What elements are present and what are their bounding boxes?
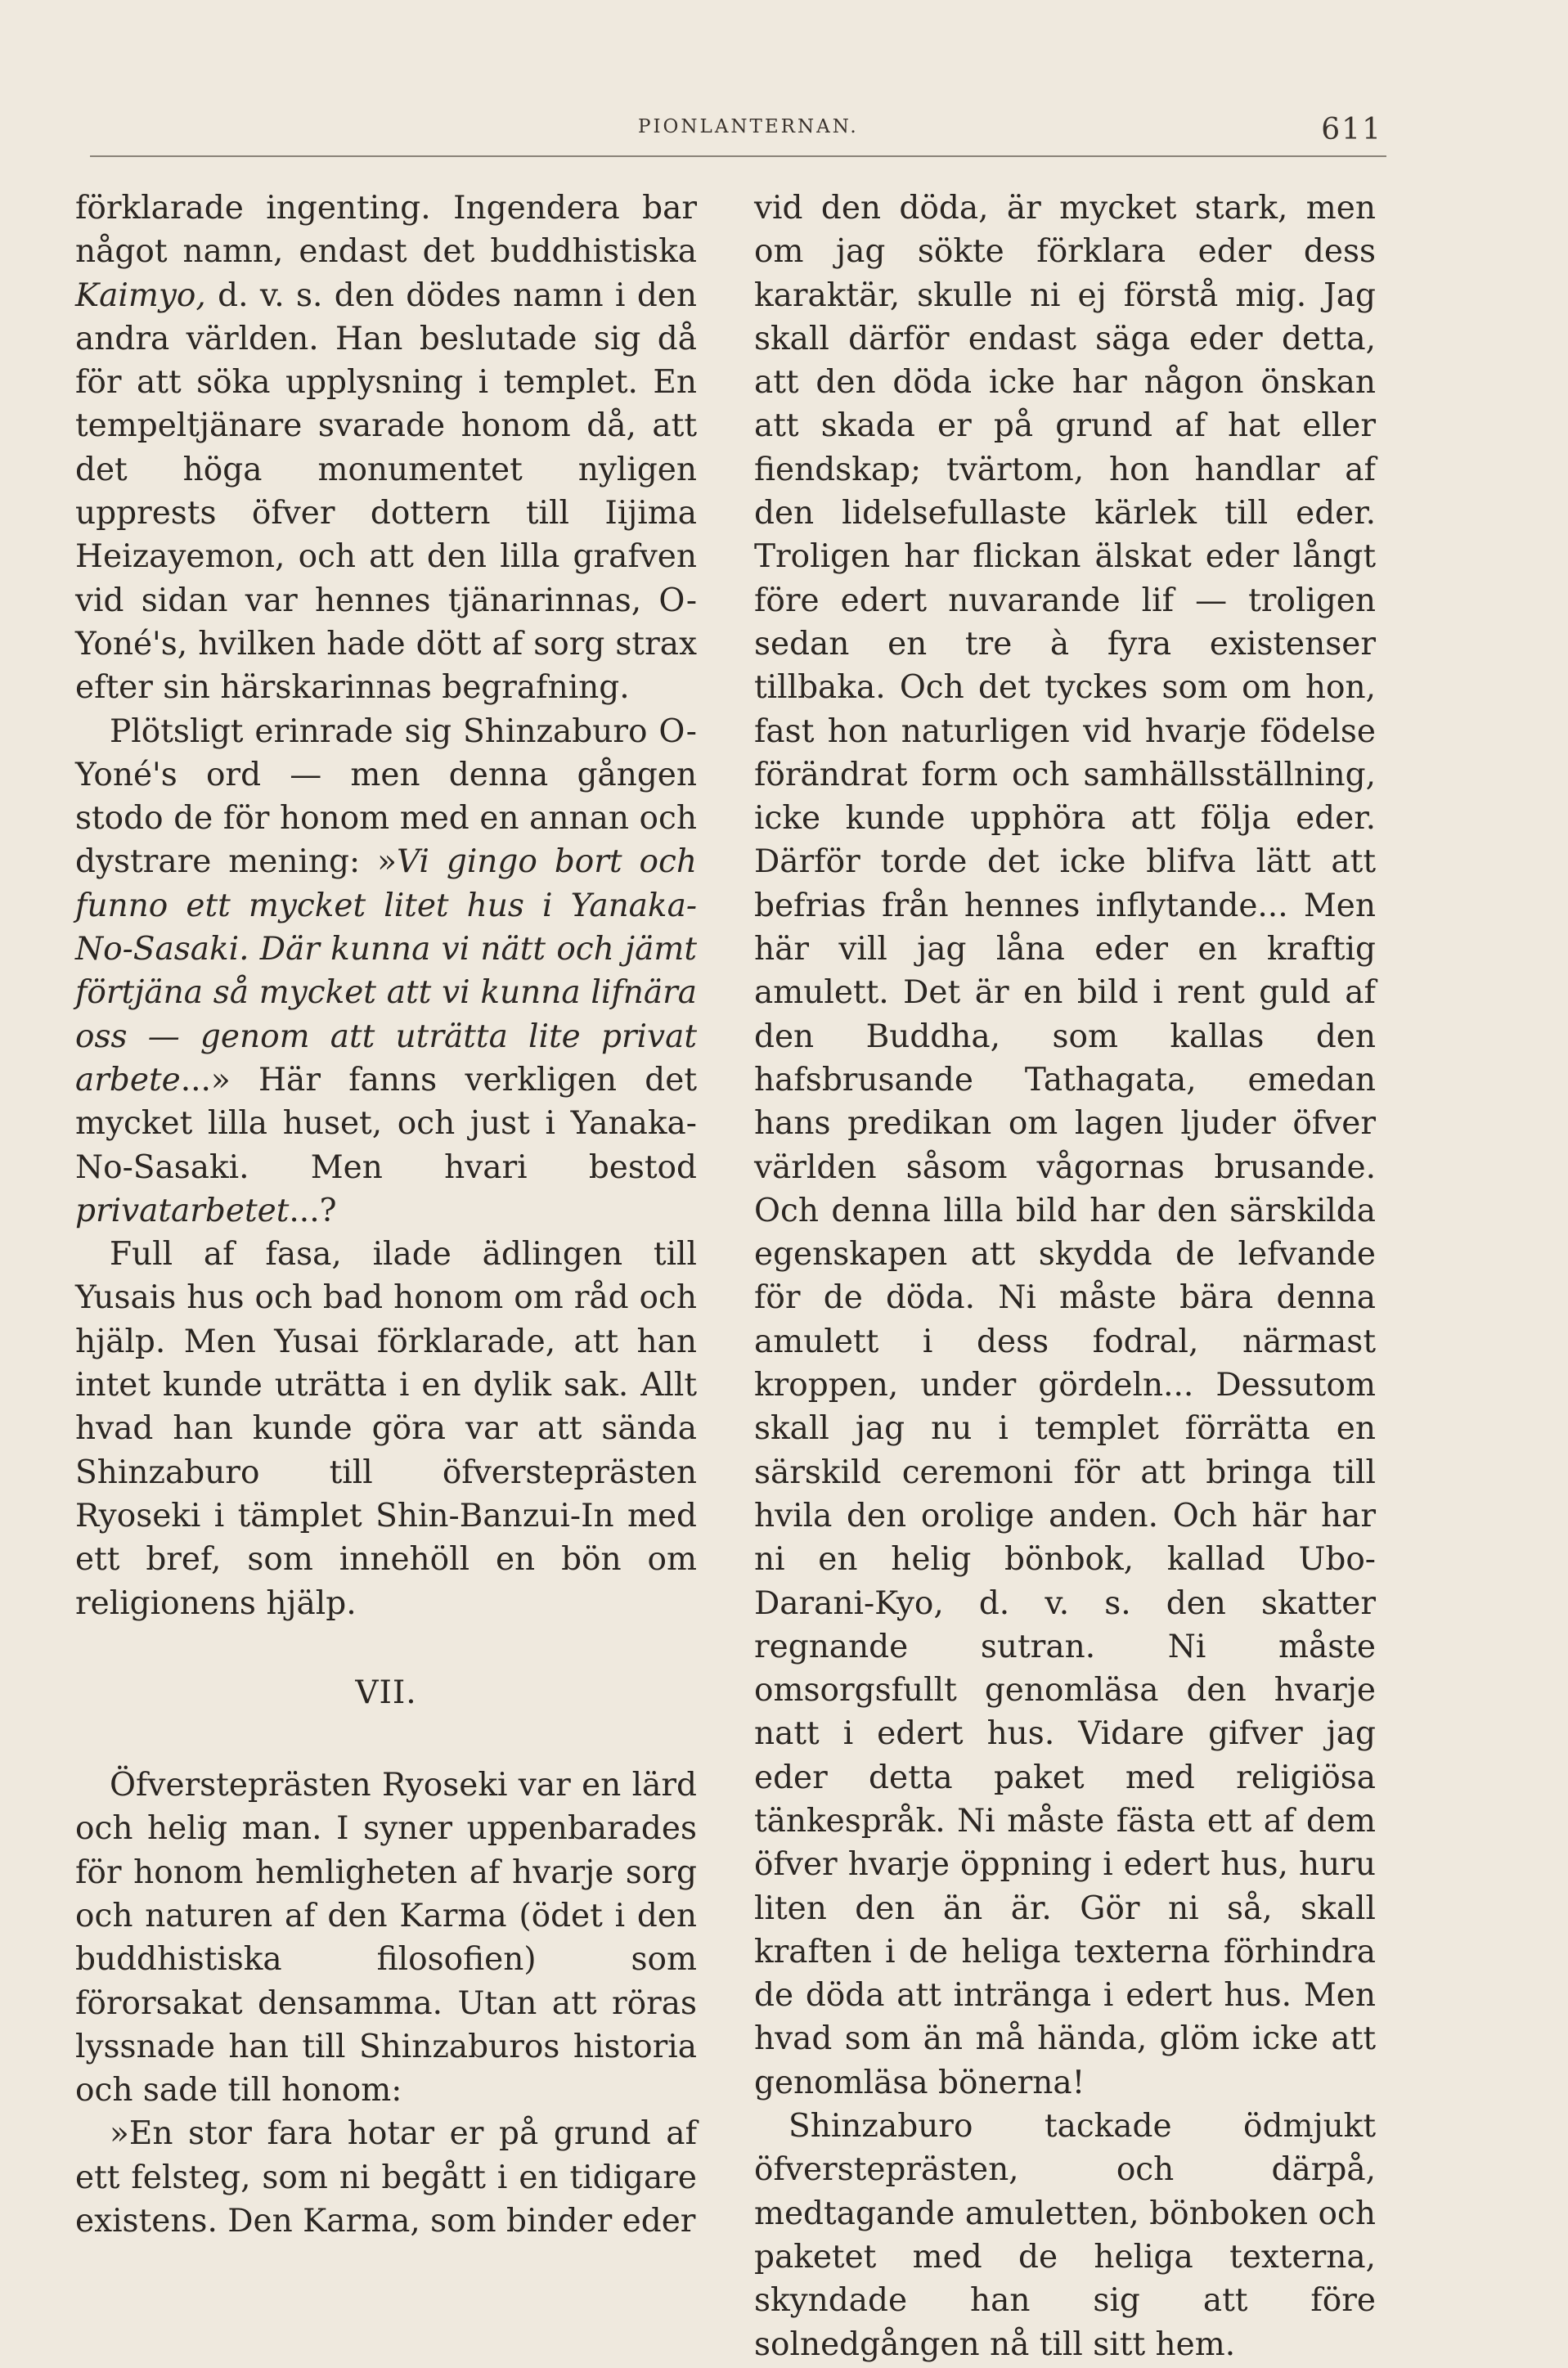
page-number: 611 [1321,113,1382,146]
paragraph-2: Plötsligt erinrade sig Shinzaburo O-Yoné's ord — men denna gången stodo de för honom med en annan och dystrare mening: »Vi gingo bort och funno ett mycket litet hus i Yanaka-No-Sasaki. Där kunna vi nätt och jämt förtjäna så mycket att vi kunna lifnära oss — genom att uträtta lite privat arbete...» Här fanns verkligen det mycket lilla huset, och just i Yanaka-No-Sasaki. Men hvari bestod privatarbetet...? [75,712,697,1229]
paragraph-1: förklarade ingenting. Ingendera bar något namn, endast det buddhistiska Kaimyo, d. v. s. den dödes namn i den andra världen. Han beslutade sig då för att söka upplysning i templet. En tempeltjänare svarade honom då, att det höga monumentet nyligen upprests öfver dottern till Iijima Heizayemon, och att den lilla grafven vid sidan var hennes tjänarinnas, O-Yoné's, hvilken hade dött af sorg strax efter sin härskarinnas begrafning. [75,190,697,707]
paragraph-6: vid den döda, är mycket stark, men om jag sökte förklara eder dess karaktär, skulle ni ej förstå mig. Jag skall därför endast säga eder detta, att den döda icke har någon önskan att skada er på grund af hat eller fiendskap; tvärtom, hon handlar af den lidelsefullaste kärlek till eder. Troligen har flickan älskat eder långt före edert nuvarande lif — troligen sedan en tre à fyra existenser tillbaka. Och det tyckes som om hon, fast hon naturligen vid hvarje födelse förändrat form och samhällsställning, icke kunde upphöra att följa eder. Därför torde det icke blifva lätt att befrias från hennes inflytande... Men här vill jag låna eder en kraftig amulett. Det är en bild i rent guld af den Buddha, som kallas den hafsbrusande Tathagata, emedan hans predikan om lagen ljuder öfver världen såsom vågornas brusande. Och denna lilla bild har den särskilda egenskapen att skydda de lefvande för de döda. Ni måste bära denna amulett i dess fodral, närmast kroppen, under gördeln... Dessutom skall jag nu i templet förrätta en särskild ceremoni för att bringa till hvila den orolige anden. Och här har ni en helig bönbok, kallad Ubo-Darani-Kyo, d. v. s. den skatter regnande sutran. Ni måste omsorgsfullt genomläsa den hvarje natt i edert hus. Vidare gifver jag eder detta paket med religiösa tänkespråk. Ni måste fästa ett af dem öfver hvarje öppning i edert hus, huru liten den än är. Gör ni så, skall kraften i de heliga texterna förhindra de döda att inträngа i edert hus. Men hvad som än må hända, glöm icke att genomläsa bönerna! [754,190,1376,2101]
header-rule [90,155,1386,157]
section-heading: VII. [355,1674,417,1711]
right-column [754,186,1376,2366]
paragraph-5: »En stor fara hotar er på grund af ett felsteg, som ni begått i en tidigare existens. Den Karma, som binder eder [75,2115,697,2240]
paragraph-3: Full af fasa, ilade ädlingen till Yusais hus och bad honom om råd och hjälp. Men Yusai förklarade, att han intet kunde uträtta i en dylik sak. Allt hvad han kunde göra var att sända Shinzaburo till öfversteprästen Ryoseki i tämplet Shin-Banzui-In med ett bref, som innehöll en bön om religionens hjälp. [75,1236,697,1622]
paragraph-7: Shinzaburo tackade ödmjukt öfversteprästen, och därpå, medtagande amuletten, bönboken och paketet med de heliga texterna, skyndade han sig att före solnedgången nå till sitt hem. [754,2108,1376,2363]
running-head: PIONLANTERNAN. [638,116,859,137]
page-header [98,113,1382,154]
left-column [75,186,697,2243]
paragraph-4: Öfversteprästen Ryoseki var en lärd och helig man. I syner uppenbarades för honom hemligheten af hvarje sorg och naturen af den Karma (ödet i den buddhistiska filosofien) som förorsakat densamma. Utan att röras lyssnade han till Shinzaburos historia och sade till honom: [75,1767,697,2110]
